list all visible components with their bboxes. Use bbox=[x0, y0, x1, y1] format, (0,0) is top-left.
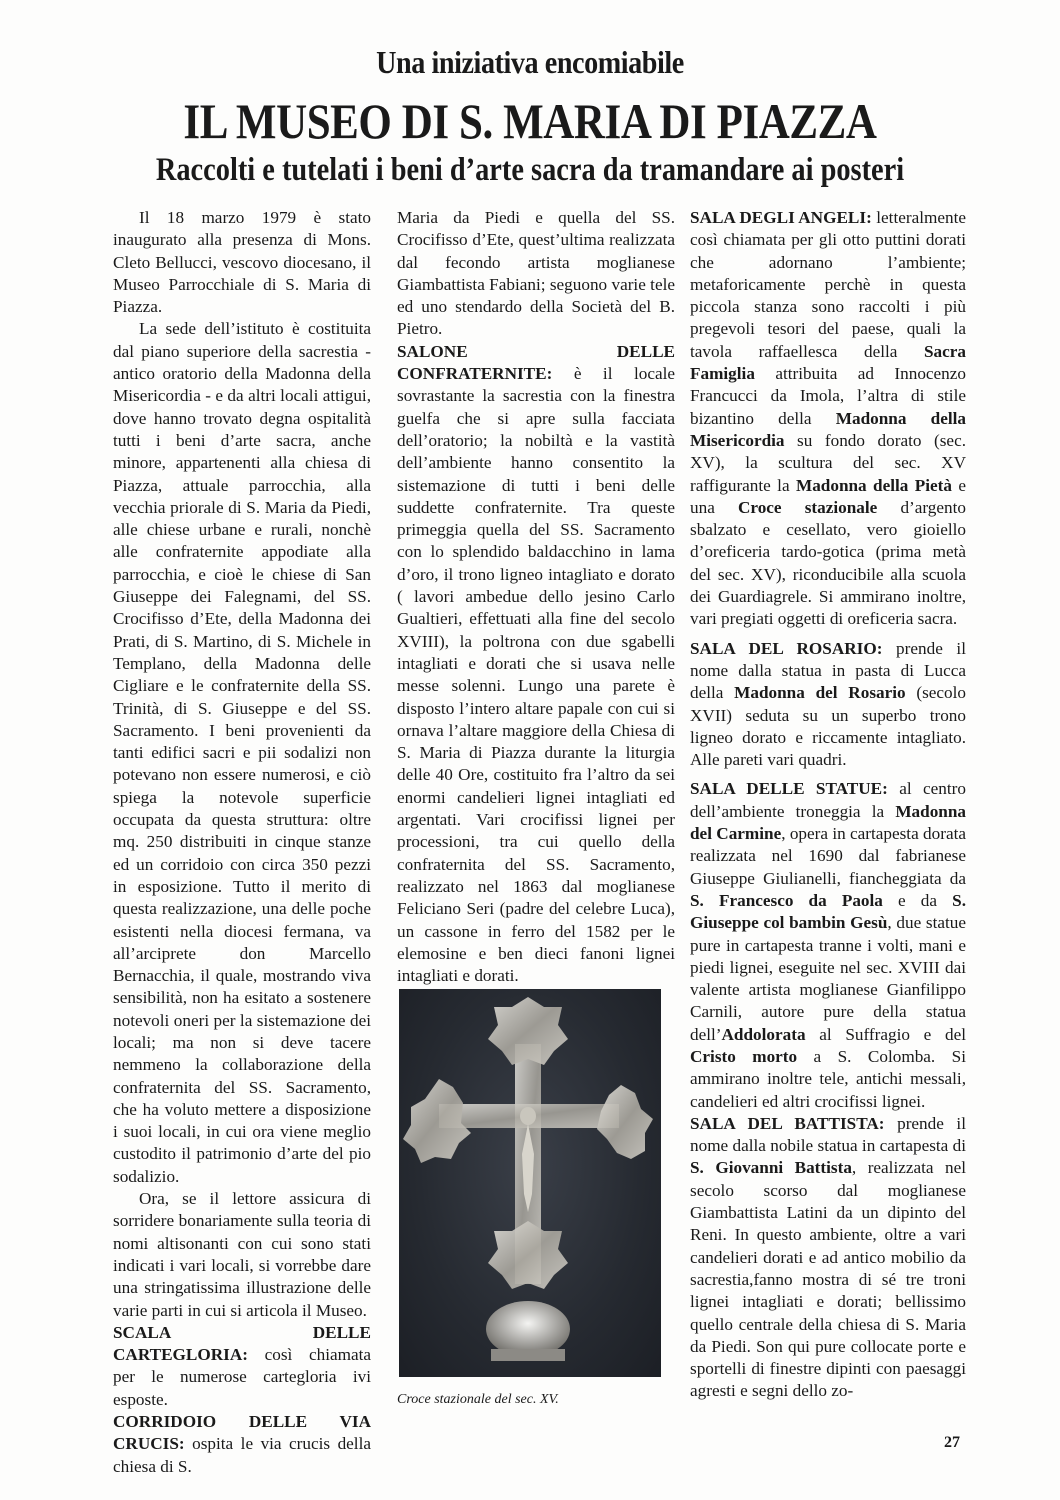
section-text: , opera in cartapesta dorata realizzata nel 1690 dal fabrianese Giuseppe Giulianelli, fiancheggiata da bbox=[690, 824, 966, 888]
paragraph-sede: La sede dell’istituto è costituita dal piano superiore della sacrestia - antico oratorio della Madonna della Misericordia - e da altri locali attigui, dove hanno trovato degna ospitalità tutti i beni d’arte sacra, anche minore, appartenenti alla chiesa di Piazza, attuale parrocchia, alla vecchia priorale di S. Maria da Piedi, alle chiese urbane e rurali, nonchè alle confraternite appodiate alla parrocchia, e cioè le chiese di San Giuseppe dei Falegnami, del SS. Crocifisso d’Ete, della Madonna dei Prati, di S. Martino, di S. Michele in Templano, della Madonna delle Cigliare e le confraternite della SS. Trinità, di S. Giuseppe e del SS. Sacramento. I beni provenienti da tanti edifici sacri e pii sodalizi non potevano non essere numerosi, e ciò spiega la notevole superficie occupata da questa struttura: oltre mq. 250 distribuiti in cinque stanze ed un corridoio con circa 350 pezzi in esposizione. Tutto il merito di questa realizzazione, una delle poche esistenti nella diocesi fermana, va all’arciprete don Marcello Bernacchia, il quale, mostrando viva sensibilità, non ha esitato a sostenere notevoli oneri per la sistemazione dei locali; ma non si deve tacere nemmeno la collaborazione della confraternita del SS. Sacramento, che ha voluto mettere a disposizione i suoi locali, in cui ora viene meglio custodito il patrimonio d’arte del pio sodalizio. bbox=[113, 319, 371, 1186]
section-text: e una bbox=[690, 475, 966, 517]
artwork-name: Cristo morto bbox=[690, 1046, 798, 1066]
article-subtitle: Raccolti e tutelati i beni d’arte sacra da tramandare ai posteri bbox=[155, 152, 905, 188]
section-text: a S. Colomba. Si ammirano inoltre tele, antichi messali, candelieri ed altri crocifissi lignei. bbox=[690, 1046, 966, 1111]
article-title: IL MUSEO DI S. MARIA DI PIAZZA bbox=[183, 93, 877, 149]
section-text: prende il nome dalla nobile statua in cartapesta di bbox=[690, 1113, 966, 1156]
section-text: ospita le via crucis della chiesa di S. bbox=[113, 1434, 371, 1476]
artwork-name: Madonna del Carmine bbox=[690, 801, 966, 844]
section-heading: CORRIDOIO DELLE VIA CRUCIS: bbox=[113, 1412, 371, 1454]
processional-cross-image bbox=[399, 989, 661, 1377]
section-text: attribuita ad Innocenzo Francucci da Imola, l’altra di stile bizantino della bbox=[690, 364, 966, 428]
section-text: letteralmente così chiamata per gli otto puttini dorati che adornano l’ambiente; metaforicamente perchè in questa piccola stanza sono raccolti i più pregevoli tesori del paese, quali la tavola raffaellesca della bbox=[690, 208, 966, 361]
section-text: al centro dell’ambiente troneggia la bbox=[690, 779, 966, 821]
page-number: 27 bbox=[944, 1434, 960, 1451]
artwork-name: S. Francesco da Paola bbox=[690, 890, 883, 910]
artwork-name: Madonna del Rosario bbox=[734, 683, 906, 703]
photo-croce-stazionale bbox=[399, 989, 661, 1377]
artwork-name: Madonna della Misericordia bbox=[690, 408, 966, 450]
paragraph-lettore: Ora, se il lettore assicura di sorridere bonariamente sulla teoria di nomi altisonanti con cui sono stati indicati i vari locali, si vorrebbe dare una stringatissima illustrazione delle varie parti in cui si articola il Museo. bbox=[113, 1189, 371, 1320]
section-corridoio bbox=[113, 1411, 371, 1478]
section-heading: SALA DELLE STATUE: bbox=[690, 779, 888, 799]
section-heading: SALA DEGLI ANGELI: bbox=[690, 208, 872, 227]
section-text: e da bbox=[882, 890, 953, 910]
artwork-name: Addolorata bbox=[721, 1024, 806, 1044]
section-heading: SALONE DELLE CONFRATERNITE: bbox=[397, 341, 675, 384]
section-text: al Suffragio e del bbox=[805, 1024, 966, 1044]
section-heading: SCALA DELLE CARTEGLORIA: bbox=[113, 1322, 371, 1365]
section-sala-statue bbox=[690, 778, 966, 1112]
artwork-name: S. Giuseppe col bambin Gesù bbox=[690, 890, 966, 933]
section-text: su fondo dorato (sec. XV), la scultura del sec. XV raffigurante la bbox=[690, 430, 966, 495]
section-text: prende il nome dalla statua in pasta di Lucca della bbox=[690, 638, 966, 703]
paragraph-continued: Maria da Piedi e quella del SS. Crocifisso d’Ete, quest’ultima realizzata dal fecondo artista moglianese Giambattista Fabiani; seguono varie tele ed uno stendardo della Società del B. Pietro. bbox=[397, 208, 675, 339]
section-heading: SALA DEL ROSARIO: bbox=[690, 638, 883, 658]
section-text: , realizzata nel secolo scorso dal moglianese Giambattista Latini da un dipinto del Reni. In questo ambiente, oltre a vari candelieri dorati e ad antico mobilio da sacrestia,fanno mostra di sé tre troni lignei intagliati e dorati; bellissimo quello centrale della chiesa di S. Maria da Piedi. Son qui pure collocate porte e sportelli di finestre dipinti con paesaggi agresti e segni dello zo- bbox=[690, 1158, 966, 1401]
section-sala-angeli bbox=[690, 207, 966, 631]
artwork-name: Croce stazionale bbox=[737, 497, 878, 517]
section-text: (secolo XVII) seduta su un superbo trono ligneo dorato e riccamente intagliato. Alle pareti vari quadri. bbox=[690, 683, 966, 770]
section-sala-battista bbox=[690, 1113, 966, 1403]
section-scala-carteglori bbox=[113, 1322, 371, 1411]
column-3 bbox=[690, 207, 966, 1403]
section-sala-rosario bbox=[690, 638, 966, 772]
article-kicker: Una iniziativa encomiabile bbox=[376, 44, 684, 80]
section-text: , due statue pure in cartapesta tranne i volti, mani e piedi lignei, eseguite nel sec. XVIII dai valente artista moglianese Gianfilippo Carnili, autore pure della statua dell’ bbox=[690, 913, 966, 1044]
column-1 bbox=[113, 207, 371, 1478]
photo-caption: Croce stazionale del sec. XV. bbox=[397, 1392, 559, 1407]
artwork-name: Sacra Famiglia bbox=[690, 341, 966, 384]
section-salone-confraternite bbox=[397, 341, 675, 988]
paragraph-intro: Il 18 marzo 1979 è stato inaugurato alla presenza di Mons. Cleto Bellucci, vescovo diocesano, il Museo Parrocchiale di S. Maria di Piazza. bbox=[113, 208, 371, 317]
artwork-name: S. Giovanni Battista bbox=[690, 1158, 852, 1178]
section-heading: SALA DEL BATTISTA: bbox=[690, 1113, 885, 1133]
section-text: così chiamata per le numerose carteglori​a ivi esposte. bbox=[113, 1345, 371, 1409]
column-2 bbox=[397, 207, 675, 987]
section-text: d’argento sbalzato e cesellato, vero gioiello d’oreficeria tardo-gotica (prima metà del sec. XV), riconducibile alla scuola dei Guardiagrele. Si ammirano inoltre, vari pregiati oggetti di oreficeria sacra. bbox=[690, 497, 966, 629]
artwork-name: Madonna della Pietà bbox=[795, 475, 952, 495]
section-text: è il locale sovrastante la sacrestia con la finestra guelfa che si apre sulla facciata dell’oratorio; la nobiltà e la vastità dell’ambiente hanno consentito la sistemazione di tutti i beni delle suddette confraternite. Tra queste primeggia quella del SS. Sacramento con lo splendido baldacchino in lama d’oro, il trono ligneo intagliato e dorato ( lavori ambedue dello jesino Carlo Gualtieri, effettuati alla fine del secolo XVIII), la poltrona con due sgabelli intagliati e dorati che si usava nelle messe solenni. Lungo una parete è disposto l’intero altare papale con cui si ornava l’altare maggiore della Chiesa di S. Maria di Piazza durante la liturgia delle 40 Ore, costituito fra l’altro da sei enormi candelieri lignei intagliati ed argentati. Vari crocifissi lignei per processioni, tra cui quello della confraternita del SS. Sacramento, realizzato nel 1863 dal moglianese Feliciano Seri (padre del celebre Luca), un cassone in ferro del 1582 per le elemosine e ben dieci fanoni lignei intagliati e dorati. bbox=[397, 364, 675, 986]
